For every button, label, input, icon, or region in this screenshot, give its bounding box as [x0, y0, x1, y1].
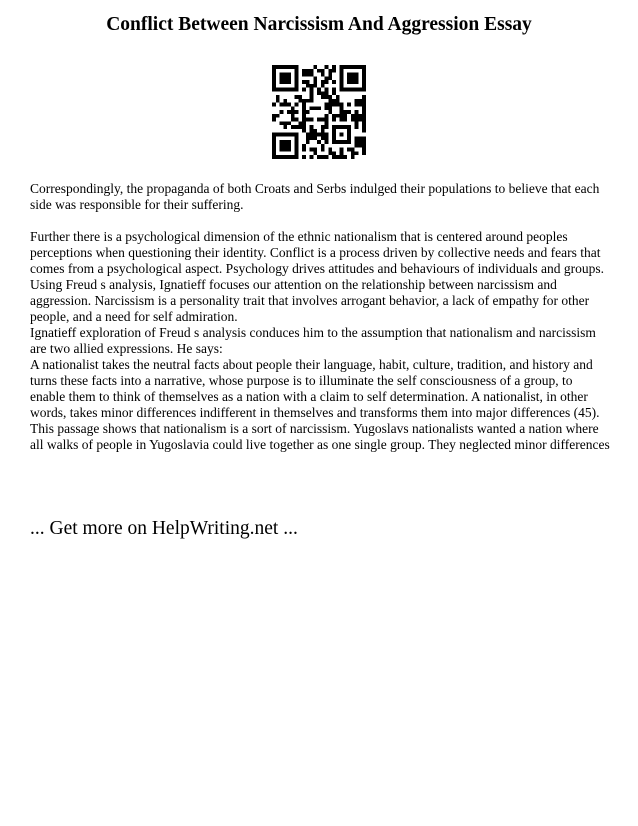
- paragraph: Correspondingly, the propaganda of both Croats and Serbs indulged their populations to believe that each side was responsible for their suffering.: [30, 181, 600, 212]
- qr-code-icon: [272, 65, 366, 159]
- paragraph: This passage shows that nationalism is a sort of narcissism. Yugoslavs nationalists wanted a nation where all walks of people in Yugoslavia could live together as one single group. They neglected minor differences: [30, 421, 610, 452]
- essay-body: [30, 181, 610, 453]
- paragraph: Further there is a psychological dimension of the ethnic nationalism that is centered around peoples perceptions when questioning their identity. Conflict is a process driven by collective needs and fears that comes from a psychological aspect. Psychology drives attitudes and behaviours of individuals and groups. Using Freud s analysis, Ignatieff focuses our attention on the relationship between narcissism and aggression. Narcissism is a personality trait that involves arrogant behavior, a lack of empathy for other people, and a need for self admiration.: [30, 229, 605, 324]
- paragraph: Ignatieff exploration of Freud s analysis conduces him to the assumption that nationalism and narcissism are two allied expressions. He says:: [30, 325, 596, 356]
- page-title: Conflict Between Narcissism And Aggression Essay: [106, 14, 532, 35]
- quote-paragraph: A nationalist takes the neutral facts about people their language, habit, culture, tradition, and history and turns these facts into a narrative, whose purpose is to illuminate the self consciousness of a group, to enable them to think of themselves as a nation with a claim to self determination. A nationalist, in other words, takes minor differences indifferent in themselves and transforms them into major differences (45).: [30, 357, 600, 420]
- get-more-link[interactable]: ... Get more on HelpWriting.net ...: [30, 518, 298, 539]
